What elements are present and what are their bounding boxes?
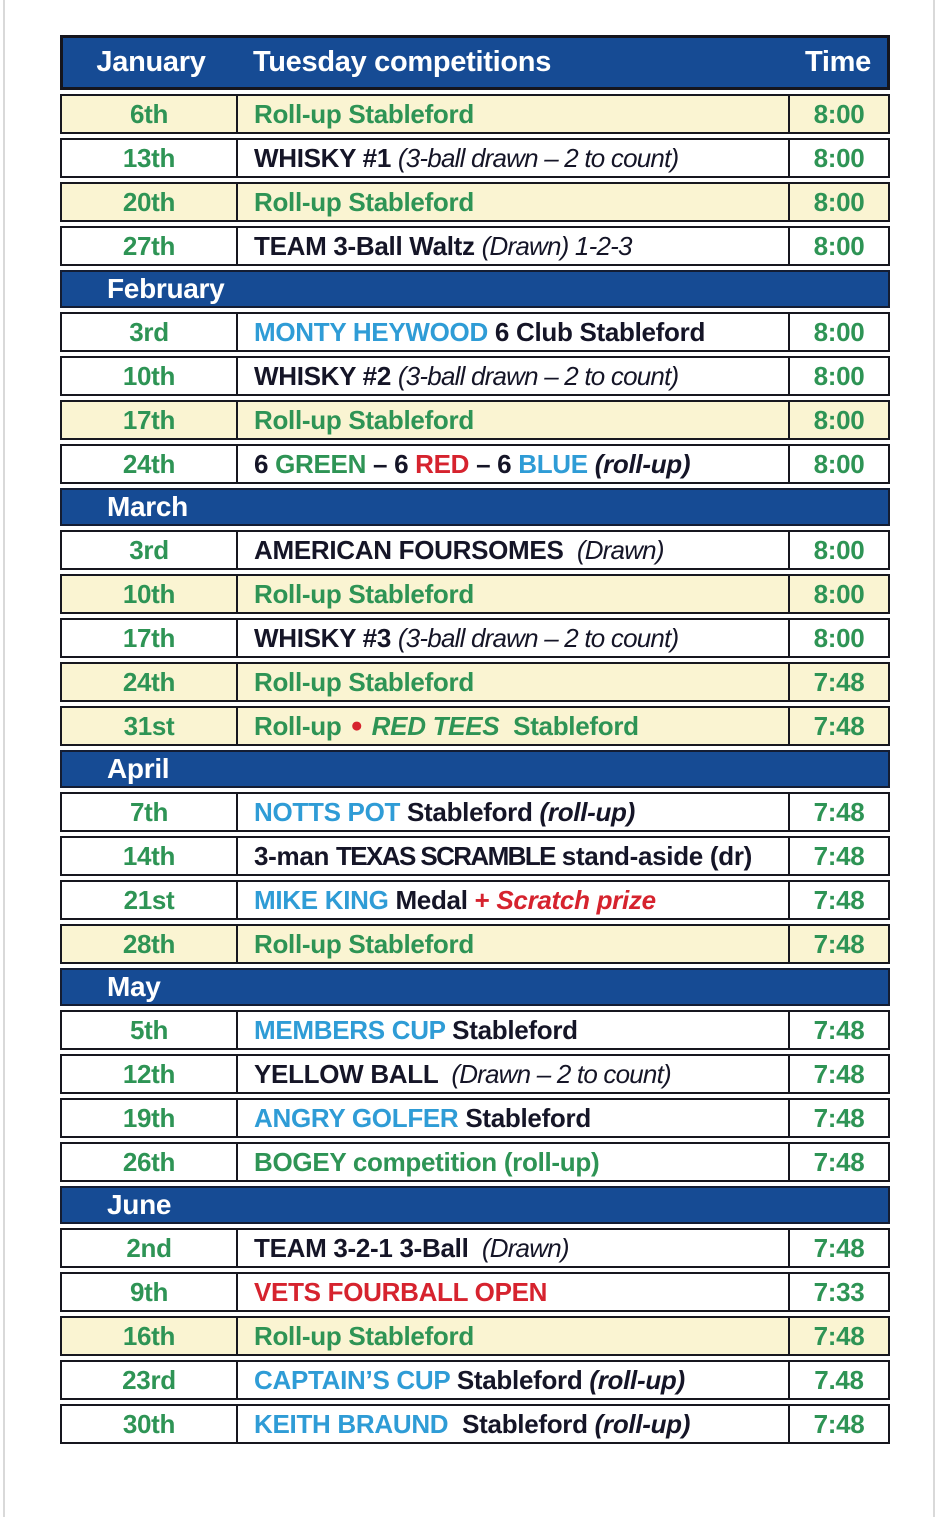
row-time: 8:00 xyxy=(813,622,865,653)
month-bar-april xyxy=(60,750,890,788)
row-competition xyxy=(238,532,790,568)
table-header-row xyxy=(60,35,890,90)
text-segment: 3-man xyxy=(254,840,337,871)
row-competition xyxy=(238,184,790,220)
text-segment: (roll-up) xyxy=(594,1408,691,1439)
text-segment: Roll-up Stableford xyxy=(254,98,474,129)
schedule-row xyxy=(60,880,890,920)
row-competition xyxy=(238,794,790,830)
text-segment: (3-ball drawn – 2 to count) xyxy=(397,360,679,391)
schedule-row xyxy=(60,1010,890,1050)
text-segment: Roll-up Stableford xyxy=(254,1320,474,1351)
schedule-row xyxy=(60,662,890,702)
row-time: 8:00 xyxy=(813,360,865,391)
row-date: 21st xyxy=(62,882,238,918)
text-segment: (Drawn) xyxy=(570,534,664,565)
row-time: 7:48 xyxy=(813,1232,865,1263)
red-dot-icon: ● xyxy=(350,714,363,737)
text-segment: Roll-up Stableford xyxy=(254,578,474,609)
schedule-row xyxy=(60,444,890,484)
row-date: 24th xyxy=(62,664,238,700)
header-time-label: Time xyxy=(805,46,871,78)
row-time: 7:33 xyxy=(813,1276,865,1307)
text-segment: Stableford xyxy=(465,1102,591,1133)
text-segment: TEXAS SCRAMBLE xyxy=(336,840,555,871)
row-time: 7:48 xyxy=(813,1014,865,1045)
text-segment: Stableford xyxy=(407,796,540,827)
schedule-row xyxy=(60,924,890,964)
text-segment: AMERICAN FOURSOMES xyxy=(254,534,571,565)
schedule-row xyxy=(60,1316,890,1356)
schedule-row xyxy=(60,1142,890,1182)
row-competition xyxy=(238,708,790,744)
schedule-row xyxy=(60,1360,890,1400)
row-competition xyxy=(238,1318,790,1354)
text-segment: (3-ball drawn – 2 to count) xyxy=(397,622,679,653)
row-time: 7:48 xyxy=(813,1058,865,1089)
row-time: 8:00 xyxy=(813,98,865,129)
row-date: 31st xyxy=(62,708,238,744)
row-competition xyxy=(238,358,790,394)
row-date: 3rd xyxy=(62,532,238,568)
row-competition xyxy=(238,96,790,132)
text-segment: Roll-up Stableford xyxy=(254,186,474,217)
row-time: 8:00 xyxy=(813,534,865,565)
row-time: 8:00 xyxy=(813,448,865,479)
row-date: 19th xyxy=(62,1100,238,1136)
text-segment: Roll-up Stableford xyxy=(254,928,474,959)
month-bar-may xyxy=(60,968,890,1006)
row-date: 23rd xyxy=(62,1362,238,1398)
text-segment: Stableford xyxy=(452,1014,578,1045)
row-competition xyxy=(238,140,790,176)
text-segment: Roll-up xyxy=(254,710,349,741)
month-bar-label: April xyxy=(107,753,170,784)
schedule-table xyxy=(60,35,890,1444)
schedule-row xyxy=(60,226,890,266)
row-time: 7:48 xyxy=(813,666,865,697)
month-bar-label: June xyxy=(107,1189,172,1220)
text-segment: BOGEY competition (roll-up) xyxy=(254,1146,600,1177)
schedule-row xyxy=(60,618,890,658)
row-competition xyxy=(238,228,790,264)
row-competition xyxy=(238,1056,790,1092)
row-time: 8:00 xyxy=(813,404,865,435)
text-segment: MIKE KING xyxy=(254,884,396,915)
text-segment: – 6 xyxy=(469,448,519,479)
schedule-row xyxy=(60,836,890,876)
row-time: 7:48 xyxy=(813,1102,865,1133)
row-date: 7th xyxy=(62,794,238,830)
row-date: 5th xyxy=(62,1012,238,1048)
row-time: 8:00 xyxy=(813,316,865,347)
text-segment: MEMBERS CUP xyxy=(254,1014,453,1045)
month-bar-june xyxy=(60,1186,890,1224)
row-time: 8:00 xyxy=(813,578,865,609)
page-edge-left xyxy=(3,0,5,1517)
row-time: 7:48 xyxy=(813,928,865,959)
text-segment: MONTY HEYWOOD xyxy=(254,316,495,347)
row-competition xyxy=(238,576,790,612)
month-bar-label: May xyxy=(107,971,161,1002)
month-bar-label: February xyxy=(107,273,225,304)
row-date: 10th xyxy=(62,358,238,394)
text-segment: (Drawn – 2 to count) xyxy=(444,1058,671,1089)
month-bar-february xyxy=(60,270,890,308)
row-time: 7:48 xyxy=(813,840,865,871)
row-competition xyxy=(238,402,790,438)
row-time: 7:48 xyxy=(813,796,865,827)
row-date: 17th xyxy=(62,620,238,656)
text-segment: (roll-up) xyxy=(589,1364,685,1395)
text-segment: RED xyxy=(415,448,470,479)
text-segment: (Drawn) 1-2-3 xyxy=(481,230,632,261)
schedule-row xyxy=(60,1228,890,1268)
schedule-row xyxy=(60,792,890,832)
text-segment: Stableford xyxy=(455,1408,595,1439)
row-date: 30th xyxy=(62,1406,238,1442)
row-competition xyxy=(238,1144,790,1180)
row-competition xyxy=(238,1230,790,1266)
row-competition xyxy=(238,838,790,874)
text-segment: NOTTS POT xyxy=(254,796,408,827)
table-body xyxy=(60,94,890,1444)
schedule-row xyxy=(60,94,890,134)
row-date: 10th xyxy=(62,576,238,612)
text-segment: (Drawn) xyxy=(475,1232,569,1263)
text-segment: CAPTAIN’S CUP xyxy=(254,1364,457,1395)
text-segment: Roll-up Stableford xyxy=(254,666,474,697)
row-competition xyxy=(238,1012,790,1048)
row-time: 7:48 xyxy=(813,884,865,915)
row-competition xyxy=(238,664,790,700)
schedule-row xyxy=(60,312,890,352)
schedule-row xyxy=(60,574,890,614)
text-segment: KEITH BRAUND xyxy=(254,1408,456,1439)
month-bar-march xyxy=(60,488,890,526)
schedule-row xyxy=(60,400,890,440)
schedule-row xyxy=(60,706,890,746)
text-segment: Stableford xyxy=(456,1364,590,1395)
row-time: 7.48 xyxy=(814,1364,864,1395)
schedule-row xyxy=(60,1054,890,1094)
text-segment: TEAM 3-Ball Waltz xyxy=(254,230,482,261)
row-time: 7:48 xyxy=(813,710,865,741)
row-time: 8:00 xyxy=(813,142,865,173)
row-date: 26th xyxy=(62,1144,238,1180)
row-competition xyxy=(238,882,790,918)
row-date: 20th xyxy=(62,184,238,220)
row-competition xyxy=(238,1406,790,1442)
header-competitions-label: Tuesday competitions xyxy=(253,46,552,78)
text-segment: YELLOW BALL xyxy=(254,1058,445,1089)
text-segment: WHISKY #2 xyxy=(254,360,398,391)
row-competition xyxy=(238,620,790,656)
row-time: 7:48 xyxy=(813,1320,865,1351)
page-edge-right xyxy=(933,0,935,1517)
row-date: 24th xyxy=(62,446,238,482)
text-segment: TEAM 3-2-1 3-Ball xyxy=(254,1232,476,1263)
row-date: 2nd xyxy=(62,1230,238,1266)
text-segment: (3-ball drawn – 2 to count) xyxy=(397,142,679,173)
row-competition xyxy=(238,1100,790,1136)
text-segment: (roll-up) xyxy=(587,448,691,479)
text-segment: RED TEES xyxy=(364,710,507,741)
month-bar-label: March xyxy=(107,491,188,522)
text-segment: Medal xyxy=(395,884,475,915)
schedule-row xyxy=(60,138,890,178)
row-competition xyxy=(238,314,790,350)
schedule-row xyxy=(60,530,890,570)
row-date: 9th xyxy=(62,1274,238,1310)
header-month-label: January xyxy=(96,46,206,78)
row-date: 28th xyxy=(62,926,238,962)
row-time: 8:00 xyxy=(813,230,865,261)
text-segment: 6 Club Stableford xyxy=(494,316,706,347)
row-time: 8:00 xyxy=(813,186,865,217)
text-segment: WHISKY #1 xyxy=(254,142,398,173)
schedule-row xyxy=(60,1098,890,1138)
row-date: 3rd xyxy=(62,314,238,350)
row-date: 13th xyxy=(62,140,238,176)
text-segment: ANGRY GOLFER xyxy=(254,1102,466,1133)
row-competition xyxy=(238,1274,790,1310)
text-segment: (roll-up) xyxy=(539,796,636,827)
text-segment: WHISKY #3 xyxy=(254,622,398,653)
text-segment: + xyxy=(474,884,497,915)
row-date: 17th xyxy=(62,402,238,438)
row-competition xyxy=(238,926,790,962)
text-segment: BLUE xyxy=(518,448,588,479)
text-segment: VETS FOURBALL OPEN xyxy=(254,1276,548,1307)
row-competition xyxy=(238,446,790,482)
text-segment: – 6 xyxy=(366,448,416,479)
text-segment: Scratch prize xyxy=(496,884,656,915)
schedule-row xyxy=(60,1272,890,1312)
text-segment: stand-aside (dr) xyxy=(554,840,753,871)
row-date: 16th xyxy=(62,1318,238,1354)
row-date: 27th xyxy=(62,228,238,264)
row-time: 7:48 xyxy=(813,1146,865,1177)
row-date: 14th xyxy=(62,838,238,874)
row-date: 12th xyxy=(62,1056,238,1092)
row-time: 7:48 xyxy=(813,1408,865,1439)
row-competition xyxy=(238,1362,790,1398)
schedule-row xyxy=(60,356,890,396)
schedule-row xyxy=(60,182,890,222)
text-segment: Roll-up Stableford xyxy=(254,404,474,435)
row-date: 6th xyxy=(62,96,238,132)
text-segment: Stableford xyxy=(506,710,639,741)
text-segment: GREEN xyxy=(275,448,367,479)
text-segment: 6 xyxy=(254,448,276,479)
schedule-row xyxy=(60,1404,890,1444)
